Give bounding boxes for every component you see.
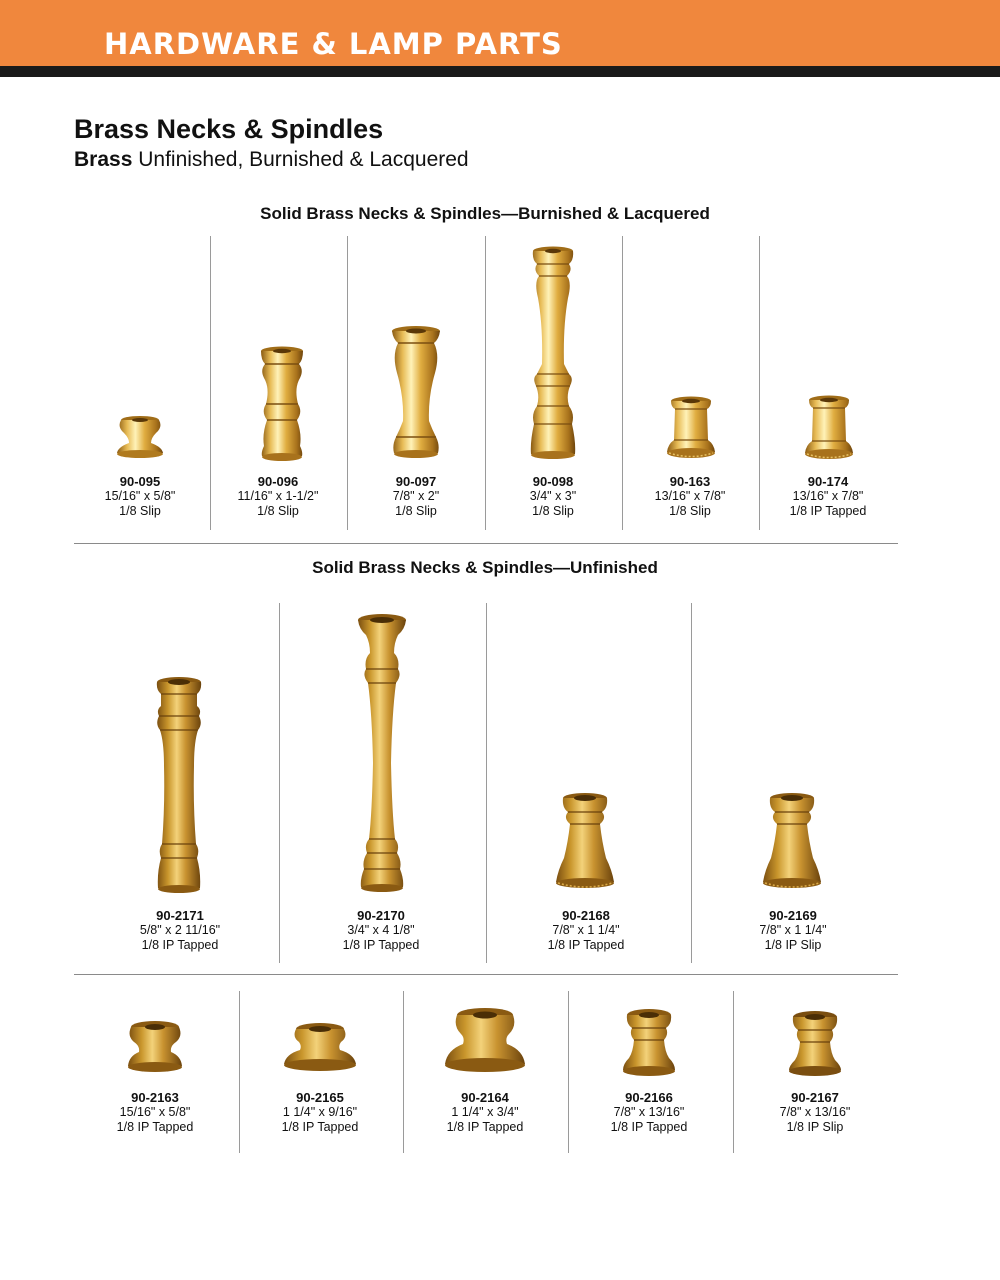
- product-size: 3/4" x 3": [529, 489, 577, 503]
- header-banner: [0, 0, 1000, 66]
- product-size: 3/4" x 4 1/8": [347, 923, 415, 937]
- product-caption-90-2167: [745, 1090, 885, 1135]
- product-size: 11/16" x 1-1/2": [237, 489, 319, 503]
- column-divider: [733, 991, 734, 1153]
- column-divider: [568, 991, 569, 1153]
- column-divider: [486, 603, 487, 963]
- product-sku: 90-098: [532, 474, 574, 489]
- product-sku: 90-2170: [357, 908, 405, 923]
- section-divider: [74, 543, 898, 544]
- product-size: 13/16" x 7/8": [792, 489, 864, 503]
- product-size: 5/8" x 2 11/16": [139, 923, 221, 937]
- product-thread: 1/8 Slip: [532, 504, 574, 518]
- product-thread: 1/8 IP Tapped: [446, 1120, 524, 1134]
- product-thread: 1/8 IP Tapped: [141, 938, 219, 952]
- column-divider: [403, 991, 404, 1153]
- product-size: 1 1/4" x 3/4": [451, 1105, 519, 1119]
- product-caption-90-2164: [415, 1090, 555, 1135]
- product-image-90-096: [256, 346, 308, 462]
- product-thread: 1/8 IP Tapped: [610, 1120, 688, 1134]
- product-thread: 1/8 IP Tapped: [547, 938, 625, 952]
- product-caption-90-2166: [579, 1090, 719, 1135]
- product-sku: 90-174: [807, 474, 849, 489]
- product-image-90-2163: [124, 1020, 186, 1074]
- product-sku: 90-2168: [562, 908, 610, 923]
- section-title-unfinished: Solid Brass Necks & Spindles—Unfinished: [312, 558, 658, 577]
- product-image-90-2166: [620, 1008, 678, 1078]
- product-image-90-2171: [151, 676, 207, 896]
- product-size: 7/8" x 13/16": [613, 1105, 685, 1119]
- header-rule: [0, 66, 1000, 77]
- header-title: HARDWARE & LAMP PARTS: [104, 27, 563, 61]
- product-image-90-174: [802, 395, 856, 463]
- product-image-90-163: [664, 396, 718, 462]
- product-thread: 1/8 Slip: [669, 504, 711, 518]
- product-size: 7/8" x 1 1/4": [759, 923, 827, 937]
- product-size: 15/16" x 5/8": [104, 489, 176, 503]
- product-caption-90-2165: [250, 1090, 390, 1135]
- product-caption-90-2171: [110, 908, 250, 953]
- product-thread: 1/8 Slip: [257, 504, 299, 518]
- product-caption-90-095: [70, 474, 210, 519]
- product-thread: 1/8 IP Tapped: [342, 938, 420, 952]
- product-image-90-097: [388, 325, 444, 461]
- column-divider: [239, 991, 240, 1153]
- product-sku: 90-095: [119, 474, 161, 489]
- product-thread: 1/8 IP Tapped: [281, 1120, 359, 1134]
- page-subtitle: [74, 146, 469, 174]
- page-title: Brass Necks & Spindles: [74, 114, 384, 144]
- product-sku: 90-163: [669, 474, 711, 489]
- product-sku: 90-2167: [791, 1090, 839, 1105]
- product-caption-90-2163: [85, 1090, 225, 1135]
- product-thread: 1/8 Slip: [395, 504, 437, 518]
- product-sku: 90-097: [395, 474, 437, 489]
- section-title-burnished: Solid Brass Necks & Spindles—Burnished & Lacquered: [260, 204, 710, 223]
- product-thread: 1/8 IP Slip: [786, 1120, 844, 1134]
- product-caption-90-2168: [516, 908, 656, 953]
- product-thread: 1/8 Slip: [119, 504, 161, 518]
- product-image-90-2168: [553, 792, 617, 892]
- product-sku: 90-2164: [461, 1090, 509, 1105]
- product-size: 7/8" x 2": [392, 489, 440, 503]
- product-caption-90-096: [208, 474, 348, 519]
- product-sku: 90-2169: [769, 908, 817, 923]
- product-image-90-2167: [786, 1010, 844, 1078]
- product-thread: 1/8 IP Tapped: [116, 1120, 194, 1134]
- product-caption-90-098: [483, 474, 623, 519]
- product-thread: 1/8 IP Slip: [764, 938, 822, 952]
- product-image-90-2164: [443, 1006, 527, 1076]
- product-size: 7/8" x 13/16": [779, 1105, 851, 1119]
- product-size: 7/8" x 1 1/4": [552, 923, 620, 937]
- product-image-90-2170: [354, 613, 410, 895]
- subtitle-bold: Brass: [74, 148, 133, 171]
- product-sku: 90-2171: [156, 908, 204, 923]
- product-image-90-2169: [760, 792, 824, 892]
- product-image-90-2165: [282, 1022, 358, 1074]
- column-divider: [691, 603, 692, 963]
- product-caption-90-097: [346, 474, 486, 519]
- product-caption-90-174: [758, 474, 898, 519]
- product-sku: 90-2166: [625, 1090, 673, 1105]
- product-image-90-095: [113, 415, 167, 461]
- subtitle-rest: Unfinished, Burnished & Lacquered: [132, 148, 469, 171]
- product-caption-90-163: [620, 474, 760, 519]
- product-sku: 90-2163: [131, 1090, 179, 1105]
- product-caption-90-2170: [311, 908, 451, 953]
- product-sku: 90-2165: [296, 1090, 344, 1105]
- product-thread: 1/8 IP Tapped: [789, 504, 867, 518]
- product-size: 1 1/4" x 9/16": [282, 1105, 358, 1119]
- product-caption-90-2169: [723, 908, 863, 953]
- column-divider: [279, 603, 280, 963]
- product-size: 13/16" x 7/8": [654, 489, 726, 503]
- section-divider: [74, 974, 898, 975]
- product-image-90-098: [525, 246, 581, 462]
- product-sku: 90-096: [257, 474, 299, 489]
- product-size: 15/16" x 5/8": [119, 1105, 191, 1119]
